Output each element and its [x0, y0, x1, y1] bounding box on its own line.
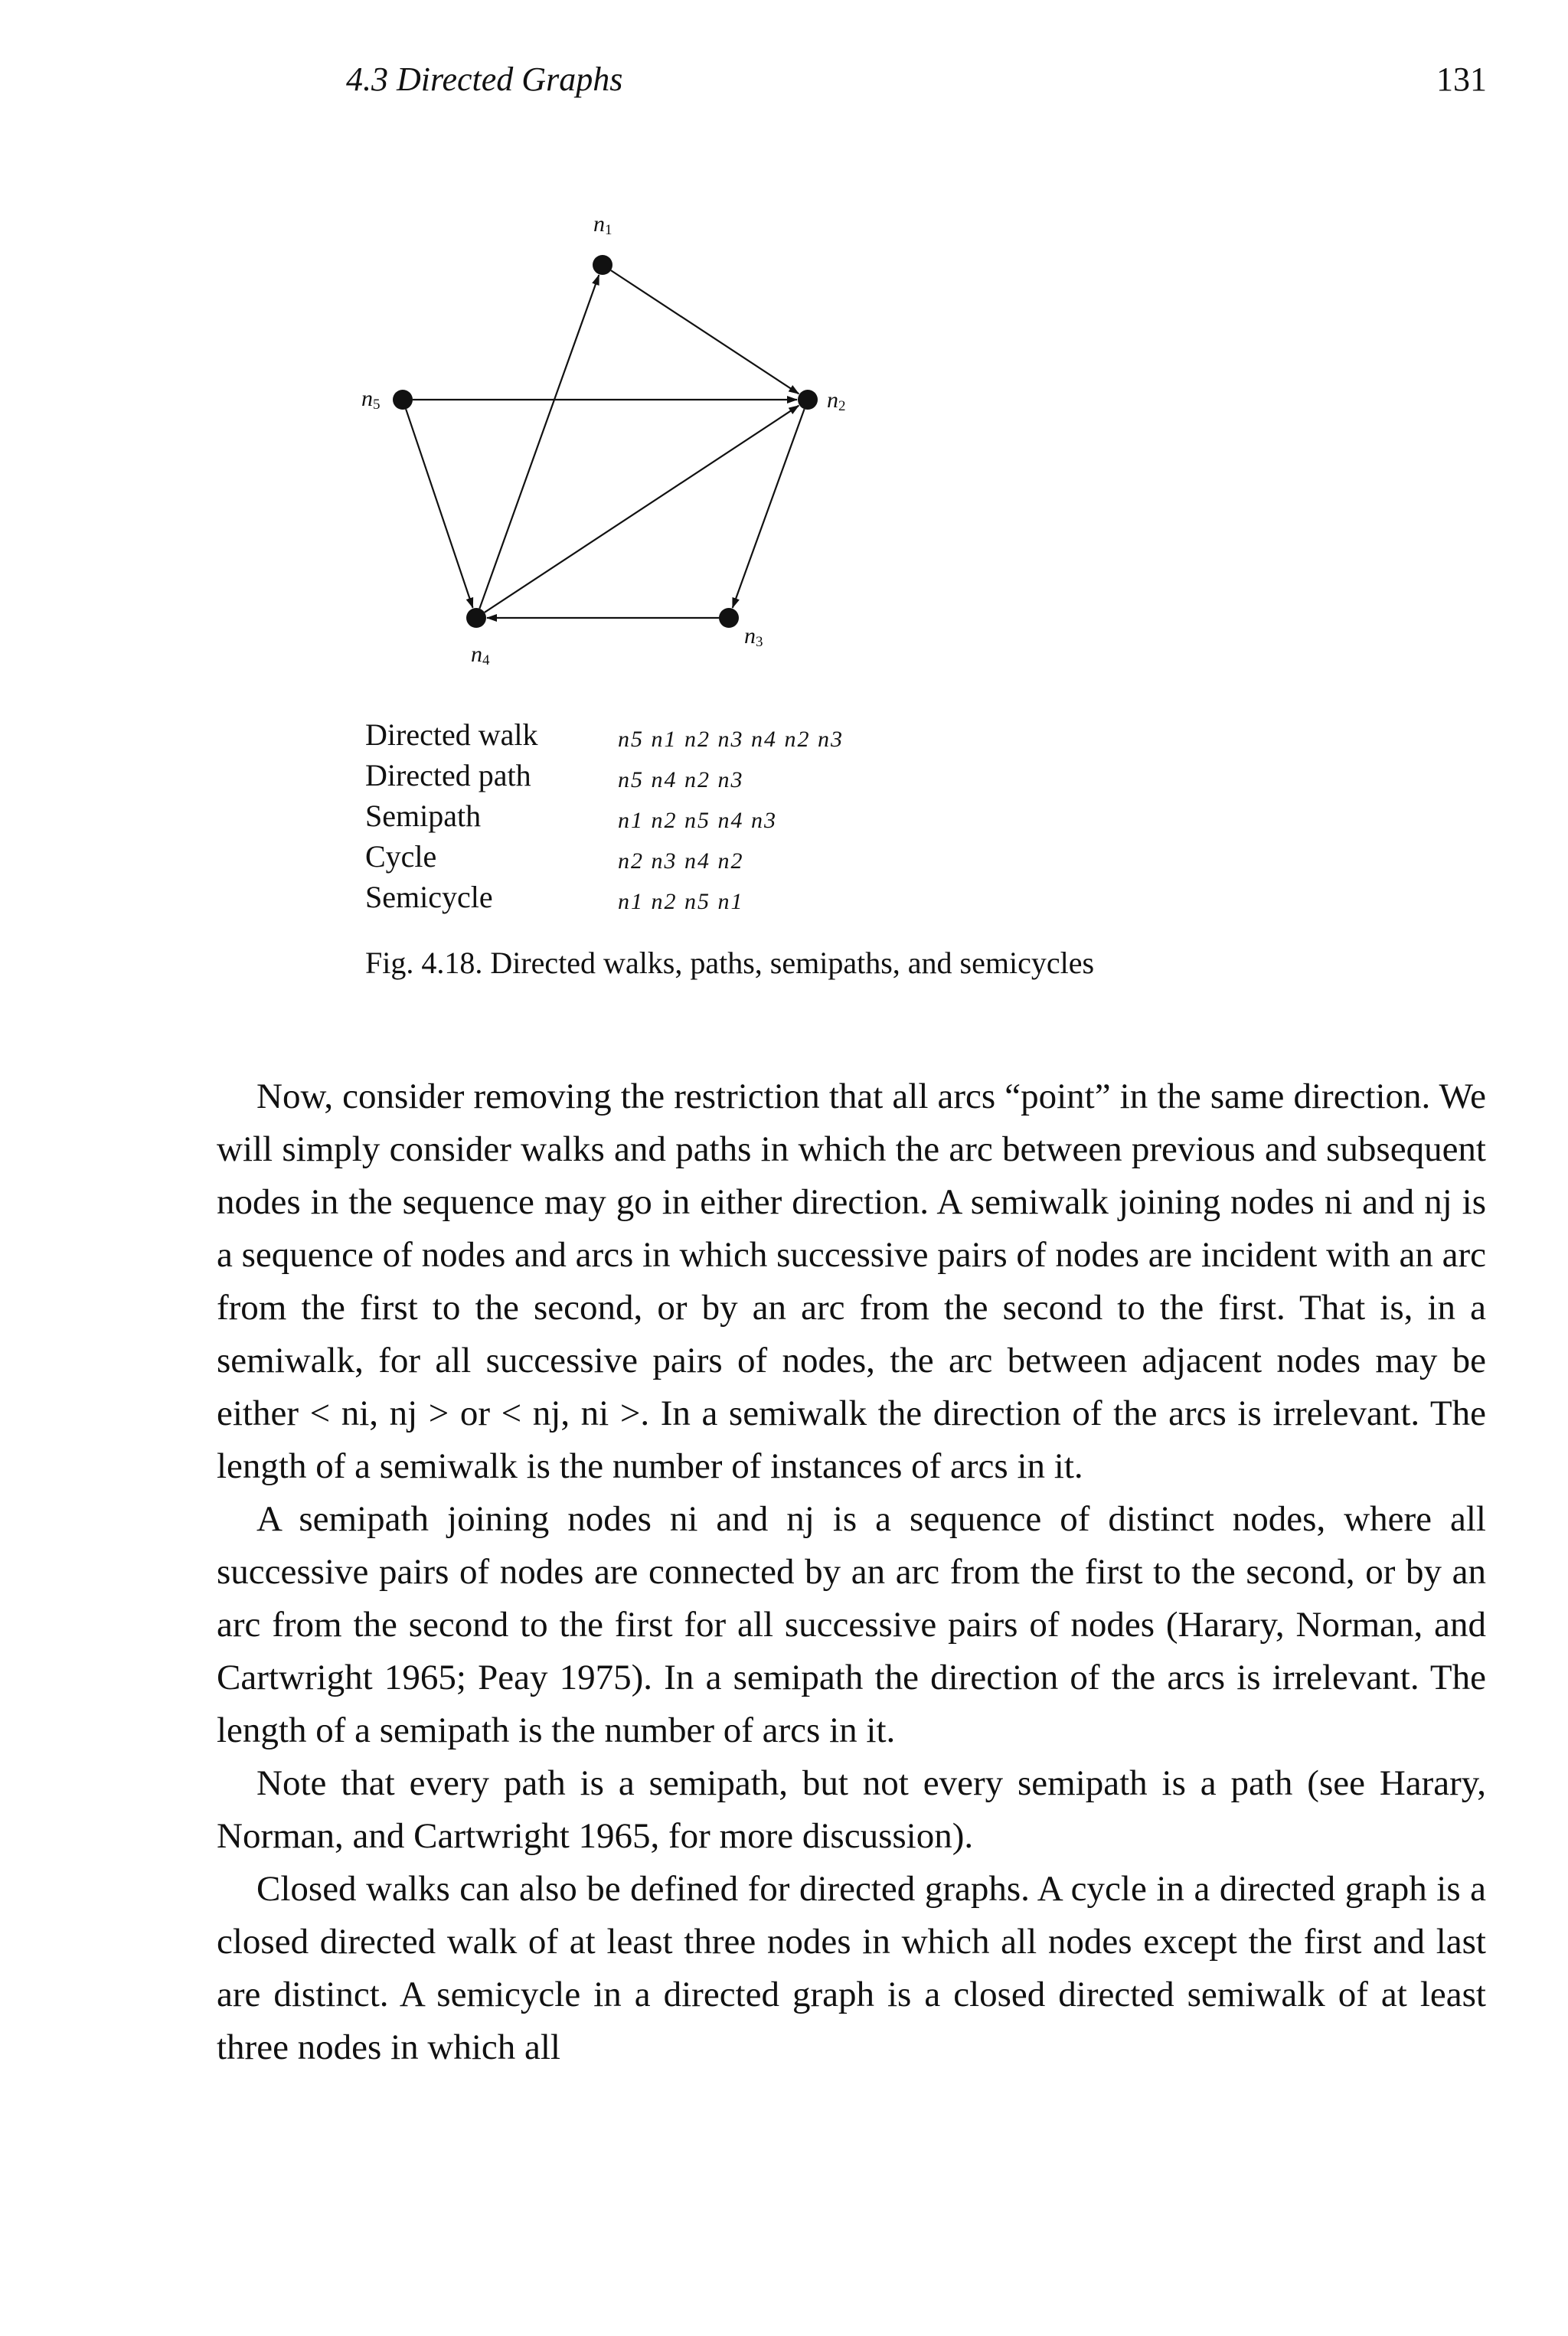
page-number: 131: [1436, 60, 1487, 98]
row-sequence: n2 n3 n4 n2: [618, 848, 744, 874]
body-text: [217, 1070, 1486, 2074]
graph-diagram: [360, 199, 896, 689]
paragraph: Now, consider removing the restriction that all arcs “point” in the same direction. We will simply consider walks and paths in which the arc between previous and subsequent nodes in the sequence may go in either direction. A semiwalk joining nodes ni and nj is a sequence of nodes and arcs in which successive pairs of nodes are incident with an arc from the first to the second, or by an arc from the second to the first. That is, in a semiwalk, for all successive pairs of nodes, the arc between adjacent nodes may be either < ni, nj > or < nj, ni >. In a semiwalk the direction of the arcs is irrelevant. The length of a semiwalk is the number of instances of arcs in it.: [217, 1077, 1486, 1486]
directed-graph-figure: [360, 199, 896, 689]
paragraph: Note that every path is a semipath, but not every semipath is a path (see Harary, Norman, and Cartwright 1965, for more discussion).: [217, 1763, 1486, 1856]
row-sequence: n5 n1 n2 n3 n4 n2 n3: [618, 727, 844, 752]
arc-n4-n1: [479, 275, 599, 609]
running-head: 4.3 Directed Graphs: [346, 60, 623, 98]
arc-n2-n3: [733, 409, 805, 608]
node-label-n5: $n_5$: [361, 386, 381, 413]
node-n2: [798, 390, 818, 410]
row-sequence: n1 n2 n5 n4 n3: [618, 808, 777, 833]
node-n1: [593, 255, 612, 275]
paragraph: Closed walks can also be defined for directed graphs. A cycle in a directed graph is a closed directed walk of at least three nodes in which all nodes except the first and last are distinct. A semicycle in a directed graph is a closed directed semiwalk of at least three nodes in which all: [217, 1869, 1486, 2067]
page-header: [346, 60, 1487, 113]
row-sequence: n1 n2 n5 n1: [618, 889, 744, 914]
row-name: Semicycle: [365, 880, 493, 914]
node-label-n4: $n_4$: [471, 642, 490, 668]
arc-n1-n2: [611, 270, 799, 394]
row-sequence: n5 n4 n2 n3: [618, 767, 744, 792]
node-n3: [719, 608, 739, 628]
node-label-n3: $n_3$: [744, 623, 763, 650]
row-name: Semipath: [365, 799, 482, 833]
node-n4: [466, 608, 486, 628]
node-label-n1: $n_1$: [593, 211, 612, 238]
row-name: Cycle: [365, 839, 437, 874]
paragraph: A semipath joining nodes ni and nj is a sequence of distinct nodes, where all successive pairs of nodes are connected by an arc from the first to the second, or by an arc from the second to the first for all successive pairs of nodes (Harary, Norman, and Cartwright 1965; Peay 1975). In a semipath the direction of the arcs is irrelevant. The length of a semipath is the number of arcs in it.: [217, 1499, 1486, 1750]
arc-n5-n4: [406, 409, 472, 607]
node-label-n2: $n_2$: [827, 387, 846, 414]
node-n5: [393, 390, 413, 410]
arc-n4-n2: [485, 406, 799, 613]
row-name: Directed path: [365, 758, 531, 792]
figure-caption: Fig. 4.18. Directed walks, paths, semipaths, and semicycles: [365, 946, 1095, 980]
row-name: Directed walk: [365, 717, 538, 752]
